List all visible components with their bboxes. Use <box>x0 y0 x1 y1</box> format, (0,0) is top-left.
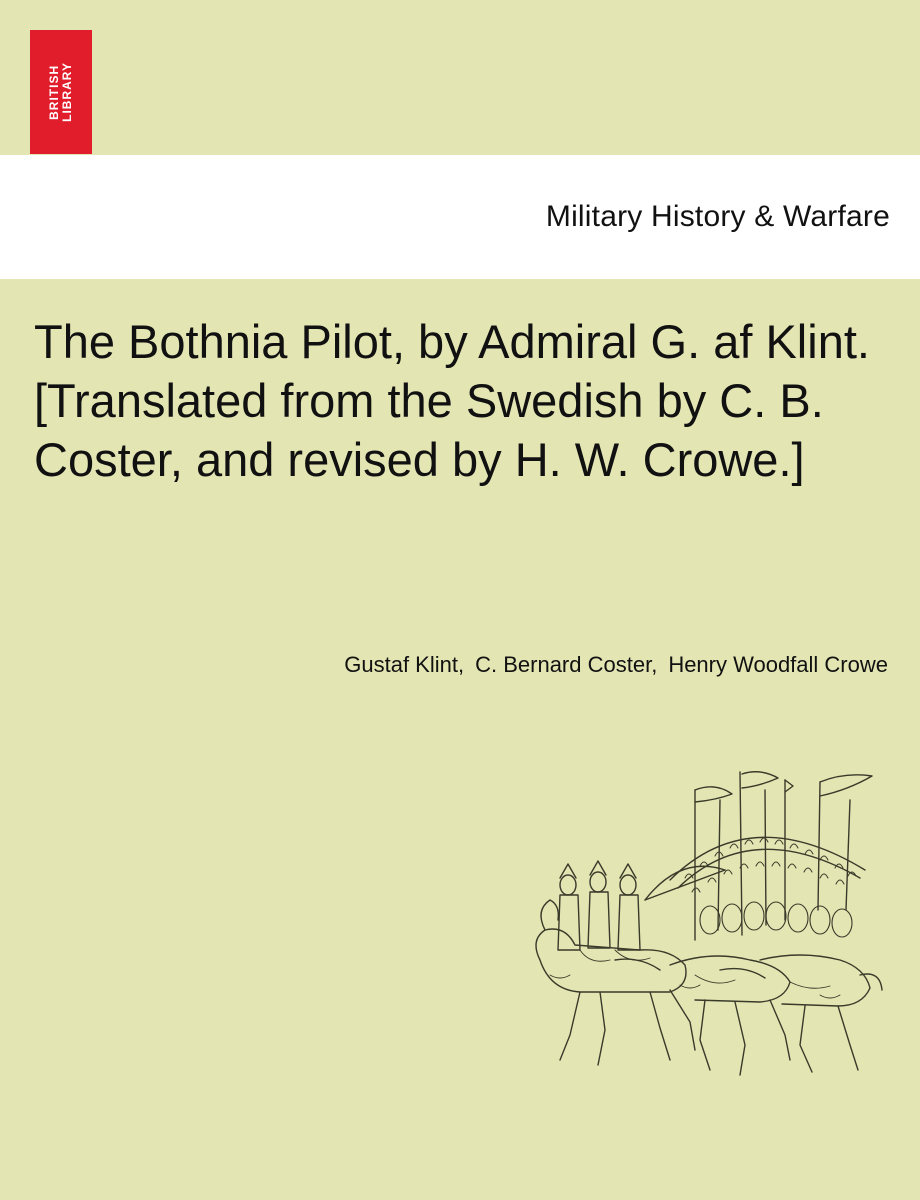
logo-text: BRITISH LIBRARY <box>47 62 74 122</box>
series-band <box>0 155 920 279</box>
author-name-2: C. Bernard Coster, <box>475 652 658 677</box>
book-title: The Bothnia Pilot, by Admiral G. af Klint. [Translated from the Swedish by C. B. Coster, and revised by H. W. Crowe.] <box>34 315 870 486</box>
author-list <box>344 652 888 678</box>
author-name-3: Henry Woodfall Crowe <box>668 652 888 677</box>
cavalry-illustration <box>520 760 890 1090</box>
series-title: Military History & Warfare <box>545 200 890 233</box>
british-library-logo <box>30 30 92 154</box>
author-name-1: Gustaf Klint, <box>344 652 465 677</box>
